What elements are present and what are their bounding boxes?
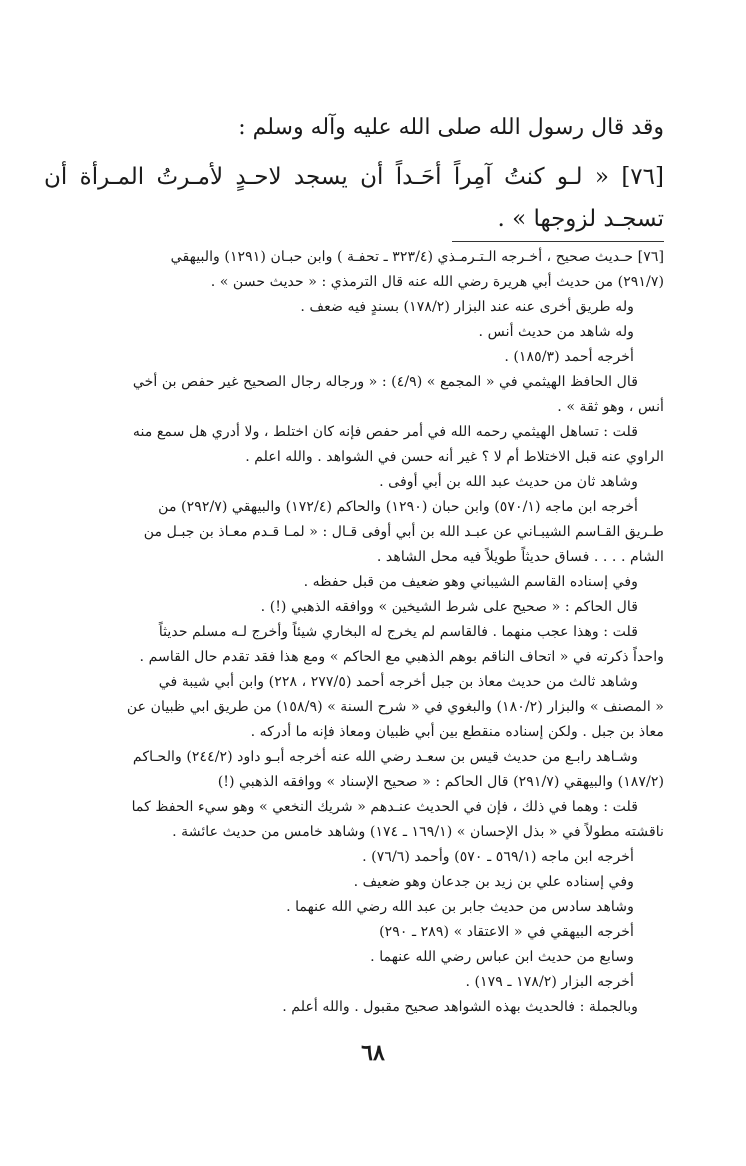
footnote-line: قلت : تساهل الهيثمي رحمه الله في أمر حفص فإنه كان اختلط ، ولا أدري هل سمع منه (132, 424, 638, 440)
footnote-line: طـريق القـاسم الشيبـاني عن عبـد الله بن أبي أوفى قـال : « لمـا قـدم معـاذ بن جبـل من (143, 524, 664, 540)
footnote-line: قال الحافظ الهيثمي في « المجمع » (٤/٩) : « ورجاله رجال الصحيح غير حفص بن أخي (132, 374, 638, 390)
footnote-line: أخرجه البزار (١٧٨/٢ ـ ١٧٩) . (465, 974, 634, 990)
footnote-line: قلت : وهما في ذلك ، فإن في الحديث عنـدهم « شريك النخعي » وهو سيء الحفظ كما (131, 799, 638, 815)
intro-line: وقد قال رسول الله صلى الله عليه وآله وسلم : (238, 115, 664, 140)
footnote-line: معاذ بن جبل . ولكن إسناده منقطع بين أبي ظبيان ومعاذ فإنه ما أدركه . (250, 724, 664, 740)
footnote-line: الراوي عنه قبل الاختلاط أم لا ؟ غير أنه حسن في الشواهد . والله اعلم . (245, 449, 664, 465)
page-number: ٦٨ (361, 1040, 385, 1066)
footnote-line: وشاهد سادس من حديث جابر بن عبد الله رضي الله عنهما . (286, 899, 634, 915)
footnote-line: [٧٦] حـديث صحيح ، أخـرجه الـتـرمـذي (٣٢٣/٤ ـ تحفـة ) وابن حبـان (١٢٩١) والبيهقي (170, 249, 664, 265)
footnote-line: ناقشته مطولاً في « بذل الإحسان » (١٦٩/١ ـ ١٧٤) وشاهد خامس من حديث عائشة . (172, 824, 664, 840)
footnote-line: أخرجه ابن ماجه (٥٧٠/١) وابن حبان (١٢٩٠) والحاكم (١٧٢/٤) والبيهقي (٢٩٢/٧) من (158, 499, 638, 515)
footnote-line: قلت : وهذا عجب منهما . فالقاسم لم يخرج له البخاري شيئاً وأخرج لـه مسلم حديثاً (158, 624, 638, 640)
footnote-line: وسابع من حديث ابن عباس رضي الله عنهما . (370, 949, 634, 965)
footnote-line: وله طريق أخرى عنه عند البزار (١٧٨/٢) بسندٍ فيه ضعف . (300, 299, 634, 315)
footnote-line: أخرجه البيهقي في « الاعتقاد » (٢٨٩ ـ ٢٩٠) (379, 924, 634, 940)
footnote-line: وشاهد ثالث من حديث معاذ بن جبل أخرجه أحمد (٢٧٧/٥ ، ٢٢٨) وابن أبي شيبة في (158, 674, 638, 690)
footnote-line: (١٨٧/٢) والبيهقي (٢٩١/٧) قال الحاكم : « صحيح الإسناد » ووافقه الذهبي (!) (217, 774, 664, 790)
footnote-line: وشـاهد رابـع من حديث قيس بن سعـد رضي الله عنه أخرجه أبـو داود (٢٤٤/٢) والحـاكم (132, 749, 638, 765)
footnote-line: واحداً ذكرته في « اتحاف الناقم بوهم الذهبي مع الحاكم » ومع هذا فقد تقدم حال القاسم . (139, 649, 664, 665)
footnote-line: أخرجه أحمد (١٨٥/٣) . (504, 349, 634, 365)
footnote-line: وفي إسناده القاسم الشيباني وهو ضعيف من قبل حفظه . (303, 574, 638, 590)
footnote-line: وبالجملة : فالحديث بهذه الشواهد صحيح مقبول . والله أعلم . (282, 999, 638, 1015)
footnote-line: (٢٩١/٧) من حديث أبي هريرة رضي الله عنه قال الترمذي : « حديث حسن » . (210, 274, 664, 290)
footnote-line: أخرجه ابن ماجه (٥٦٩/١ ـ ٥٧٠) وأحمد (٧٦/٦) . (362, 849, 634, 865)
footnote-line: قال الحاكم : « صحيح على شرط الشيخين » ووافقه الذهبي (!) . (260, 599, 638, 615)
hadith-text: [٧٦] « لـو كنتُ آمِراً أحَـداً أن يسجد لاحـدٍ لأمـرتُ المـرأة أن تسجـد لزوجها » . (44, 164, 664, 232)
footnote-line: الشام . . . . فساق حديثاً طويلاً فيه محل الشاهد . (376, 549, 664, 565)
footnote-line: وفي إسناده علي بن زيد بن جدعان وهو ضعيف . (353, 874, 634, 890)
footnote-line: « المصنف » والبزار (١٨٠/٢) والبغوي في « شرح السنة » (١٥٨/٩) من طريق ابي ظبيان عن (126, 699, 664, 715)
footnote-line: وله شاهد من حديث أنس . (478, 324, 634, 340)
footnotes (44, 245, 664, 1020)
footnote-separator (452, 241, 664, 242)
footnote-line: وشاهد ثان من حديث عبد الله بن أبي أوفى . (379, 474, 638, 490)
footnote-line: أنس ، وهو ثقة » . (557, 399, 664, 415)
